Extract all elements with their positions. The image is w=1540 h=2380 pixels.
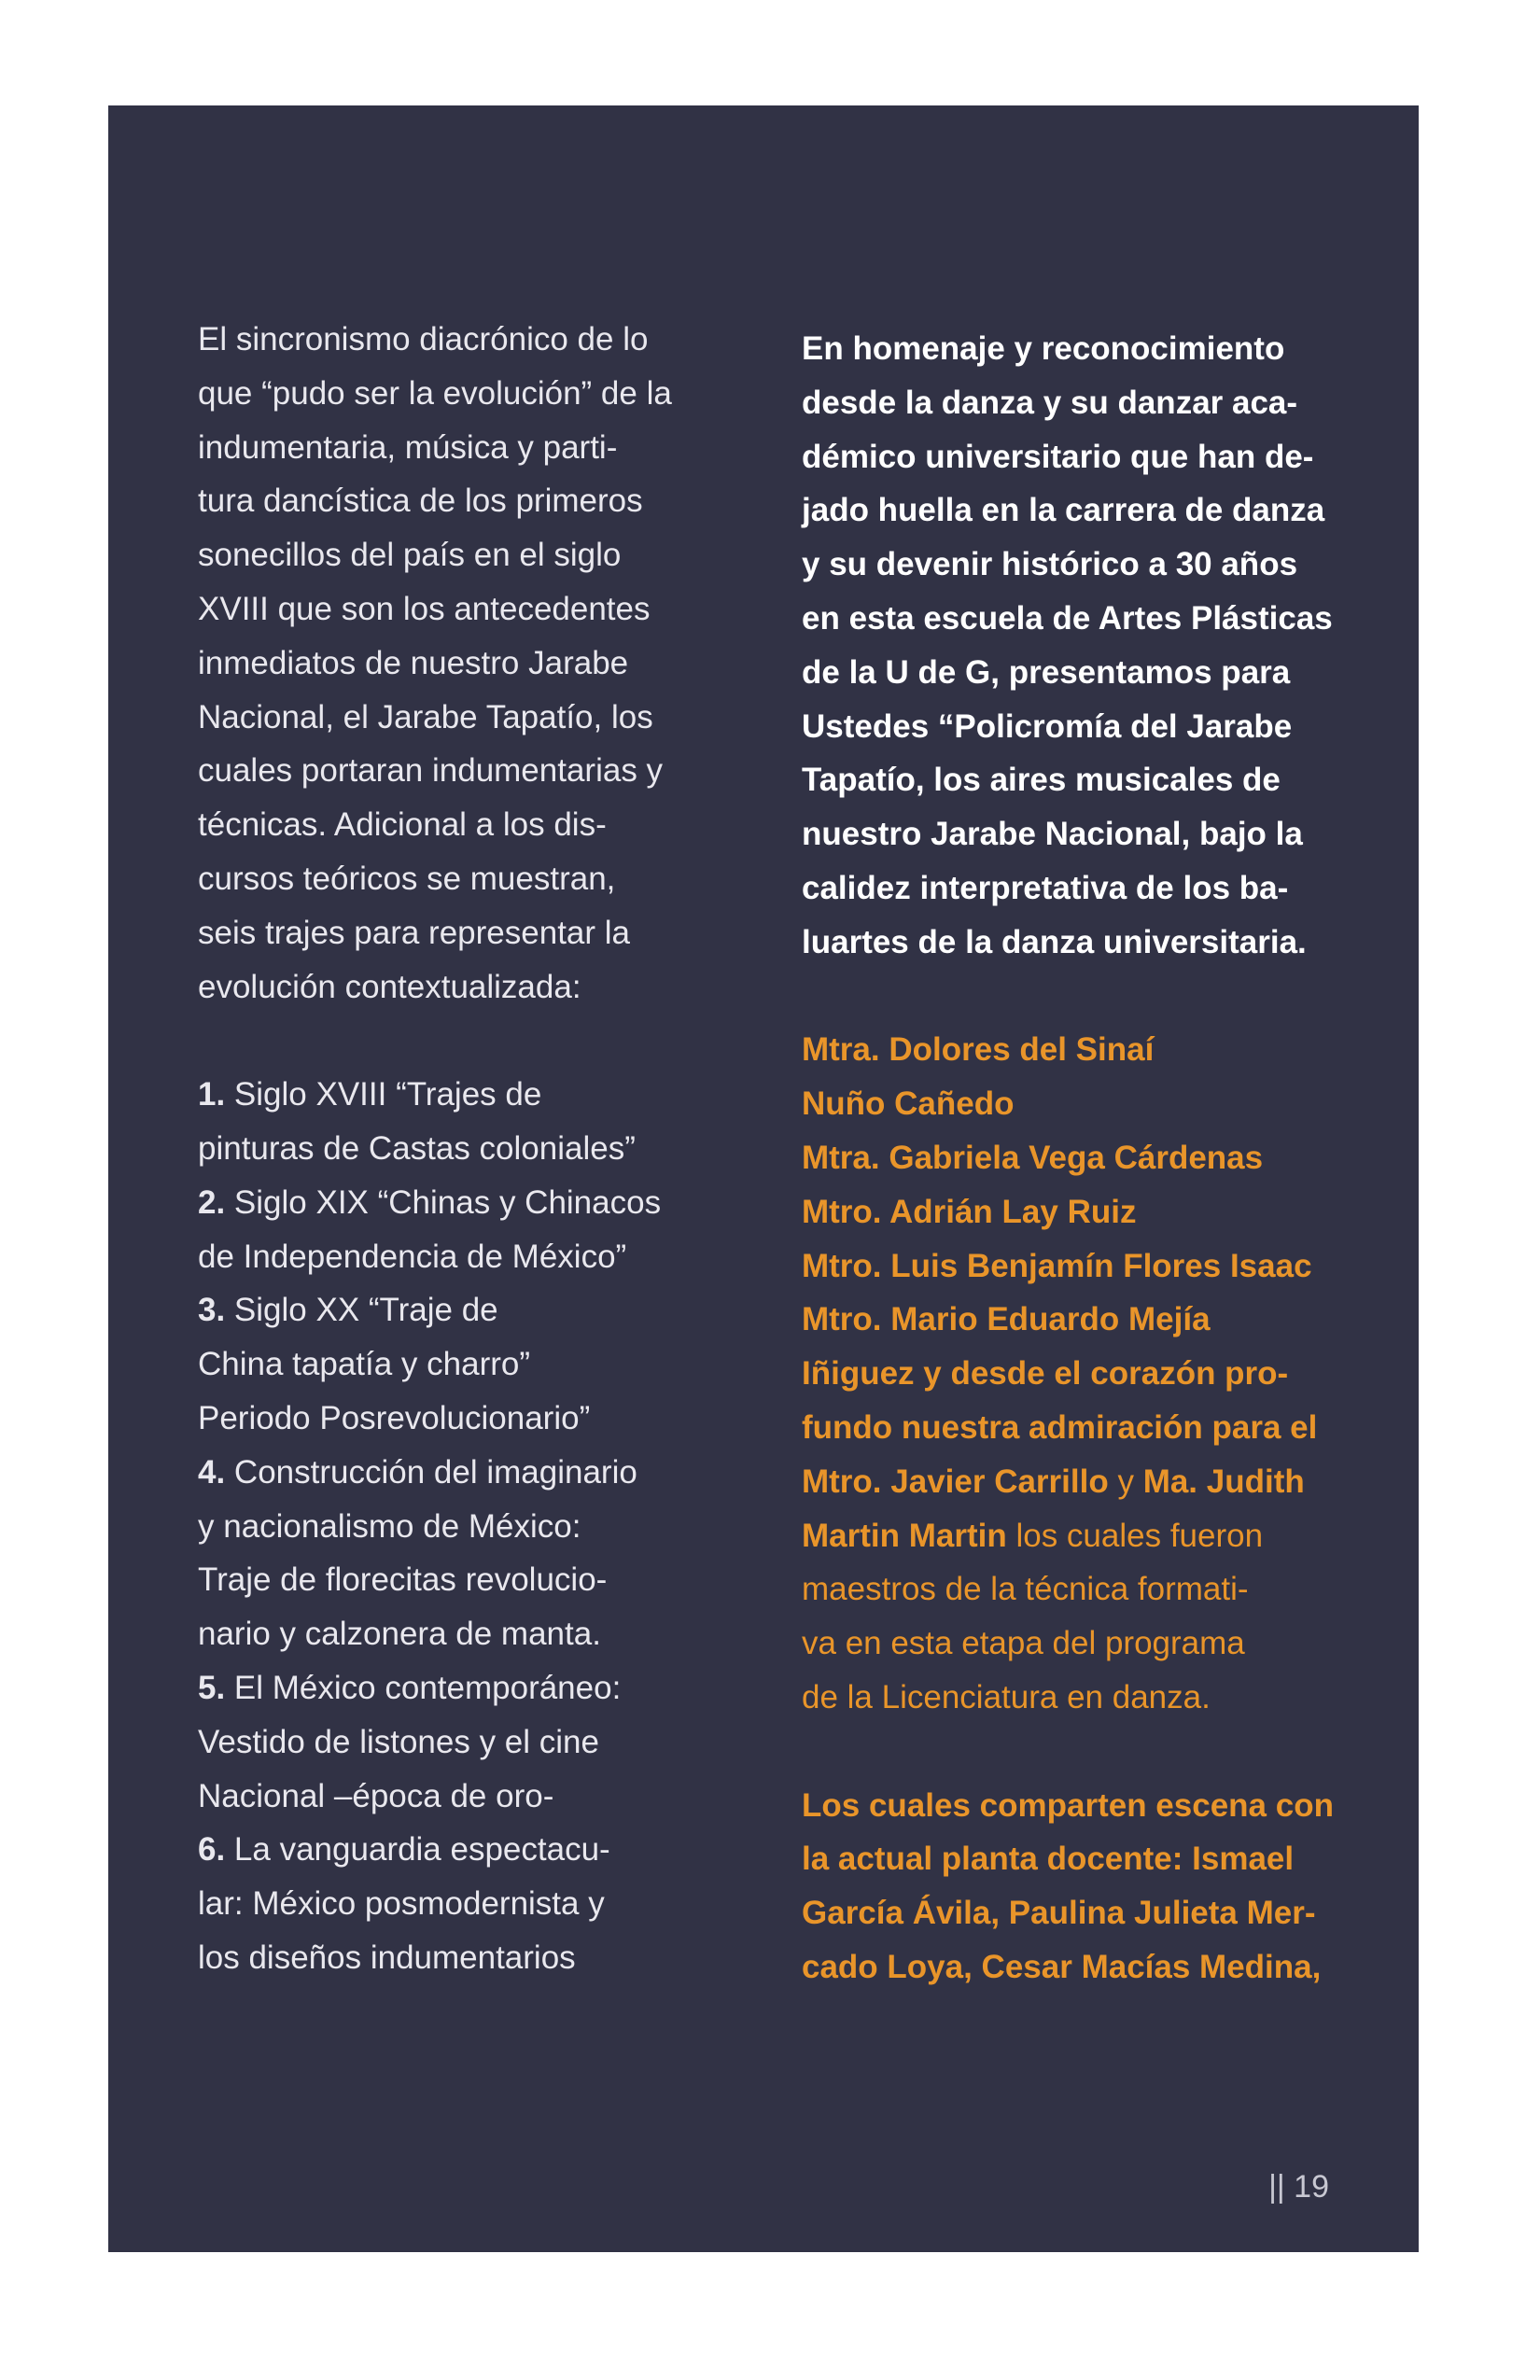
text-line: en esta escuela de Artes Plásticas [802,599,1333,637]
list-text: Construcción del imaginario [225,1453,637,1491]
paragraph-gap [198,1014,672,1068]
text-line [198,1931,672,1985]
text-line: XVIII que son los antecedentes [198,590,651,627]
paragraph-gap [802,1725,1334,1779]
text-line [198,1392,672,1446]
teacher-name: Martin Martin [802,1517,1007,1554]
text-line: técnicas. Adicional a los dis- [198,806,607,844]
text-line [198,1877,672,1931]
list-item [198,1176,672,1284]
list-text: pinturas de Castas coloniales” [198,1129,636,1167]
text-line [802,1077,1334,1131]
text-line: inmediatos de nuestro Jarabe [198,644,629,681]
text-line: sonecillos del país en el siglo [198,537,622,574]
text-line [198,1337,672,1392]
text-segment: va en esta etapa del programa [802,1625,1245,1662]
text-line: luartes de la danza universitaria. [802,923,1307,960]
text-line [198,1715,672,1770]
text-line [198,1500,672,1554]
text-line: Ustedes “Policromía del Jarabe [802,707,1293,745]
text-line: Los cuales comparten escena con [802,1786,1334,1824]
dark-panel [108,105,1419,2252]
teacher-name: fundo nuestra admiración para el [802,1408,1318,1446]
list-text: Periodo Posrevolucionario” [198,1399,591,1436]
teacher-name: Iñiguez y desde el corazón pro- [802,1355,1289,1393]
text-line [198,1122,672,1176]
text-line [802,1347,1334,1401]
list-text: los diseños indumentarios [198,1939,576,1976]
list-text: Traje de florecitas revolucio- [198,1561,608,1599]
text-line: El sincronismo diacrónico de lo [198,321,649,357]
list-text: Nacional –época de oro- [198,1777,554,1814]
list-number: 2. [198,1183,226,1221]
text-line: que “pudo ser la evolución” de la [198,374,672,412]
text-line [802,1023,1334,1077]
text-line [802,1671,1334,1725]
list-text: La vanguardia espectacu- [225,1831,610,1869]
teacher-name: Mtro. Luis Benjamín Flores Isaac [802,1247,1312,1284]
list-text: El México contemporáneo: [225,1669,622,1706]
text-line [802,1509,1334,1563]
list-number: 3. [198,1292,226,1329]
text-line [802,1293,1334,1347]
text-line: nuestro Jarabe Nacional, bajo la [802,816,1303,853]
text-line: la actual planta docente: Ismael [802,1841,1295,1878]
text-line [198,1283,672,1337]
text-line [802,1455,1334,1509]
list-item [198,1823,672,1984]
teacher-name: Nuño Cañedo [802,1085,1015,1123]
text-line: Tapatío, los aires musicales de [802,762,1281,799]
text-line: seis trajes para representar la [198,914,630,951]
teacher-name: Mtro. Mario Eduardo Mejía [802,1301,1211,1338]
text-line [802,1401,1334,1455]
left-column [198,313,672,1985]
right-column [802,322,1334,1995]
list-text: lar: México posmodernista y [198,1885,605,1923]
list-item [198,1661,672,1823]
list-text: de Independencia de México” [198,1238,627,1275]
text-line [198,1661,672,1715]
text-line [802,1562,1334,1617]
teacher-name: Mtra. Gabriela Vega Cárdenas [802,1139,1264,1176]
text-line [198,1230,672,1284]
text-line: evolución contextualizada: [198,968,581,1005]
right-intro-paragraph [802,322,1334,970]
text-line [198,1446,672,1500]
list-number: 6. [198,1831,226,1869]
text-segment: de la Licenciatura en danza. [802,1678,1211,1715]
teacher-name: Mtra. Dolores del Sinaí [802,1031,1155,1069]
list-text: China tapatía y charro” [198,1346,531,1383]
text-line: García Ávila, Paulina Julieta Mer- [802,1895,1316,1932]
text-line: jado huella en la carrera de danza [802,492,1325,529]
list-number: 4. [198,1453,226,1491]
list-text: Vestido de listones y el cine [198,1723,599,1760]
text-line [198,1607,672,1661]
page-number: || 19 [1268,2169,1329,2205]
text-line: indumentaria, música y parti- [198,428,618,466]
list-item [198,1068,672,1176]
text-line [198,1770,672,1824]
text-segment: y [1108,1463,1143,1500]
list-text: y nacionalismo de México: [198,1507,581,1545]
paragraph-gap [802,970,1334,1024]
text-line [198,1823,672,1877]
list-text: Siglo XVIII “Trajes de [225,1076,542,1113]
text-line [802,1131,1334,1185]
list-number: 1. [198,1076,226,1113]
text-line: démico universitario que han de- [802,438,1314,475]
list-text: nario y calzonera de manta. [198,1616,601,1653]
text-line [198,1068,672,1122]
left-intro-paragraph [198,313,672,1014]
text-line: cursos teóricos se muestran, [198,860,616,897]
text-segment: los cuales fueron [1006,1517,1264,1554]
closing-paragraph [802,1779,1334,1995]
text-line [802,1239,1334,1294]
list-text: Siglo XX “Traje de [225,1292,498,1329]
list-text: Siglo XIX “Chinas y Chinacos [225,1183,662,1221]
text-segment: maestros de la técnica formati- [802,1571,1249,1608]
text-line: de la U de G, presentamos para [802,653,1291,691]
text-line: y su devenir histórico a 30 años [802,546,1298,583]
text-line: cado Loya, Cesar Macías Medina, [802,1948,1322,1985]
text-line: En homenaje y reconocimiento [802,330,1285,367]
teachers-paragraph [802,1023,1334,1724]
list-item [198,1283,672,1445]
teacher-name: Ma. Judith [1142,1463,1305,1500]
text-line: calidez interpretativa de los ba- [802,869,1289,906]
text-line: cuales portaran indumentarias y [198,752,664,790]
text-line [198,1553,672,1607]
text-line [802,1617,1334,1671]
text-line [198,1176,672,1230]
text-line: desde la danza y su danzar aca- [802,384,1298,421]
teacher-name: Mtro. Adrián Lay Ruiz [802,1193,1137,1230]
teacher-name: Mtro. Javier Carrillo [802,1463,1109,1500]
costume-list [198,1068,672,1985]
text-line: tura dancística de los primeros [198,483,643,520]
text-line [802,1185,1334,1239]
list-number: 5. [198,1669,226,1706]
text-line: Nacional, el Jarabe Tapatío, los [198,698,653,735]
list-item [198,1446,672,1661]
